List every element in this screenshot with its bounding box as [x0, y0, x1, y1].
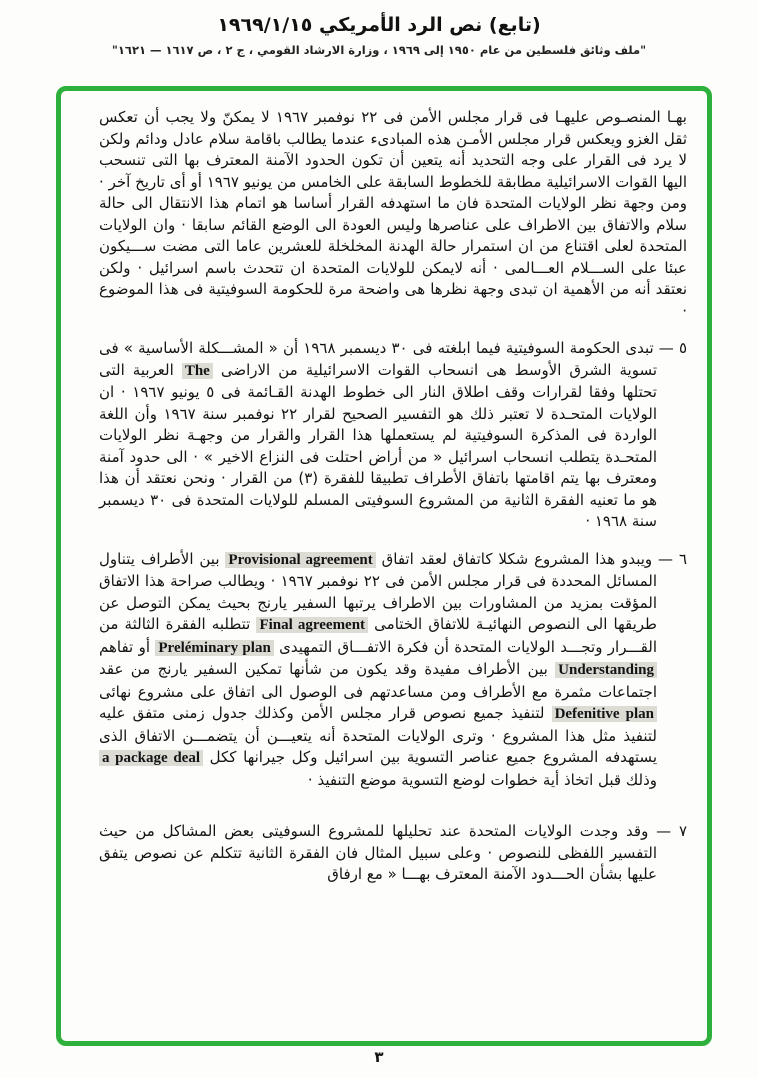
- paragraph-continuation: بهـا المنصـوص عليهـا فى قرار مجلس الأمن فى ٢٢ نوفمبر ١٩٦٧ لا يمكنّ ولا يجب أن تعكس ثقل الغزو ويعكس قرار مجلس الأمـن هذه المبادىء عندما يطالب باقامة سلام عادل ودائم ولكن لا يرد فى القرار على وجه التحديد أنه يتعين أن تكون الحدود الآمنة المعترف بها التى تنسحب اليها القوات الاسرائيلية مطابقة للخطوط السابقة على الخامس من يونيو ١٩٦٧ أو أى تاريخ آخر · ومن وجهة نظر الولايات المتحدة فان ما استهدفه القرار أساسا هو اتمام هذا الانتقال الى حالة سلام والاتفاق بين الاطراف على عناصرها وليس العودة الى الوضع القائم سابقا · وان الولايات المتحدة لعلى اقتناع من ان استمرار حالة الهدنة المخلخلة للعشرين عاما التى مضت ســـيكون عبئا على الســـلام العـــالمى · أنه لايمكن للولايات المتحدة ان تتحدث باسم اسرائيل · ولكن نعتقد أنه من الأهمية ان تبدى وجهة نظرها هى واضحة مرة للحكومة السوفيتية فى هذا الموضوع ·: [99, 108, 687, 320]
- document-body: [61, 91, 707, 912]
- latin-term: Preléminary plan: [155, 640, 273, 656]
- paragraph-7: ٧ — وقد وجدت الولايات المتحدة عند تحليلها للمشروع السوفيتى بعض المشاكل من حيث التفسير اللفظى للنصوص · وعلى سبيل المثال فان الفقرة الثانية تتكلم عن نصوص يتفق عليها بشأن الحـــدود الآمنة المعترف بهـــا « مع ارفاق: [99, 822, 687, 883]
- latin-term: a package deal: [99, 750, 203, 766]
- paragraph-5: ٥ — تبدى الحكومة السوفيتية فيما ابلغته فى ٣٠ ديسمبر ١٩٦٨ أن « المشـــكلة الأساسية » فى تسوية الشرق الأوسط هى انسحاب القوات الاسرائيلية من الاراضى The العربية التى تحتلها وفقا لقرارات وقف اطلاق النار الى خطوط الهدنة القـائمة فى ٥ يونيو ١٩٦٧ · ان الولايات المتحـدة لا تعتبر ذلك هو التفسير الصحيح لقرار ٢٢ نوفمبر سنة ١٩٦٧ وأن اللغة الواردة فى المذكرة السوفيتية لم يستعملها هذا القرار والقرار من وجهـة نظر الولايات المتحـدة يتطلب انسحاب اسرائيل « من أراض احتلت فى النزاع الاخير » · الى حدود آمنة ومعترف بها يتم اقامتها باتفاق الأطراف تطبيقا للفقرة (٣) من القرار · ونحن نعتقد أن هذا هو ما تعنيه الفقرة الثانية من المشروع السوفيتى المسلم للولايات المتحدة فى ٣٠ ديسمبر سنة ١٩٦٨ ·: [99, 339, 687, 530]
- page-number: ٣: [374, 1048, 384, 1066]
- latin-term: The: [182, 363, 213, 379]
- latin-term: Understanding: [555, 662, 657, 678]
- content-frame: [56, 86, 712, 1046]
- paragraph-6: ٦ — ويبدو هذا المشروع شكلا كاتفاق لعقد اتفاق Provisional agreement بين الأطراف يتناول المسائل المحددة فى قرار مجلس الأمن فى ٢٢ نوفمبر ١٩٦٧ · ويطالب صراحة هذا الاتفاق المؤقت بمزيد من المشاورات بين الاطراف يرتبها السفير يارنج بحيث يمكن التوصل عن طريقها الى النصوص النهائيـة للاتفاق الختامى Final agreement تتطلبه الفقرة الثالثة من القـــرار وتجـــد الولايات المتحدة أن فكرة الاتفـــاق التمهيدى Preléminary plan أو تفاهم Understanding بين الأطراف مفيدة وقد يكون من شأنها تمكين السفير يارنج من عقد اجتماعات مثمرة مع الأطراف ومن مساعدتهم فى الوصول الى اتفاق على مشروع نهائى Defenitive plan لتنفيذ جميع نصوص قرار مجلس الأمن وكذلك جدول زمنى متفق عليه لتنفيذ مثل هذا المشروع · وترى الولايات المتحدة أنه يتعيـــن أن يتضمـــن الاتفاق الذى يستهدفه المشروع جميع عناصر التسوية بين اسرائيل وكل جيرانها ككل a package deal وذلك قبل اتخاذ أية خطوات لوضع التسوية موضع التنفيذ ·: [99, 549, 687, 789]
- document-header: [0, 0, 758, 57]
- latin-term: Final agreement: [256, 617, 368, 633]
- source-citation: "ملف وثائق فلسطين من عام ١٩٥٠ إلى ١٩٦٩ ، وزارة الارشاد القومي ، ج ٢ ، ص ١٦١٧ — ١٦٢١": [111, 43, 647, 57]
- latin-term: Provisional agreement: [225, 552, 375, 568]
- document-title: (تابع) نص الرد الأمريكي ١٩٦٩/١/١٥: [217, 14, 541, 36]
- latin-term: Defenitive plan: [552, 706, 657, 722]
